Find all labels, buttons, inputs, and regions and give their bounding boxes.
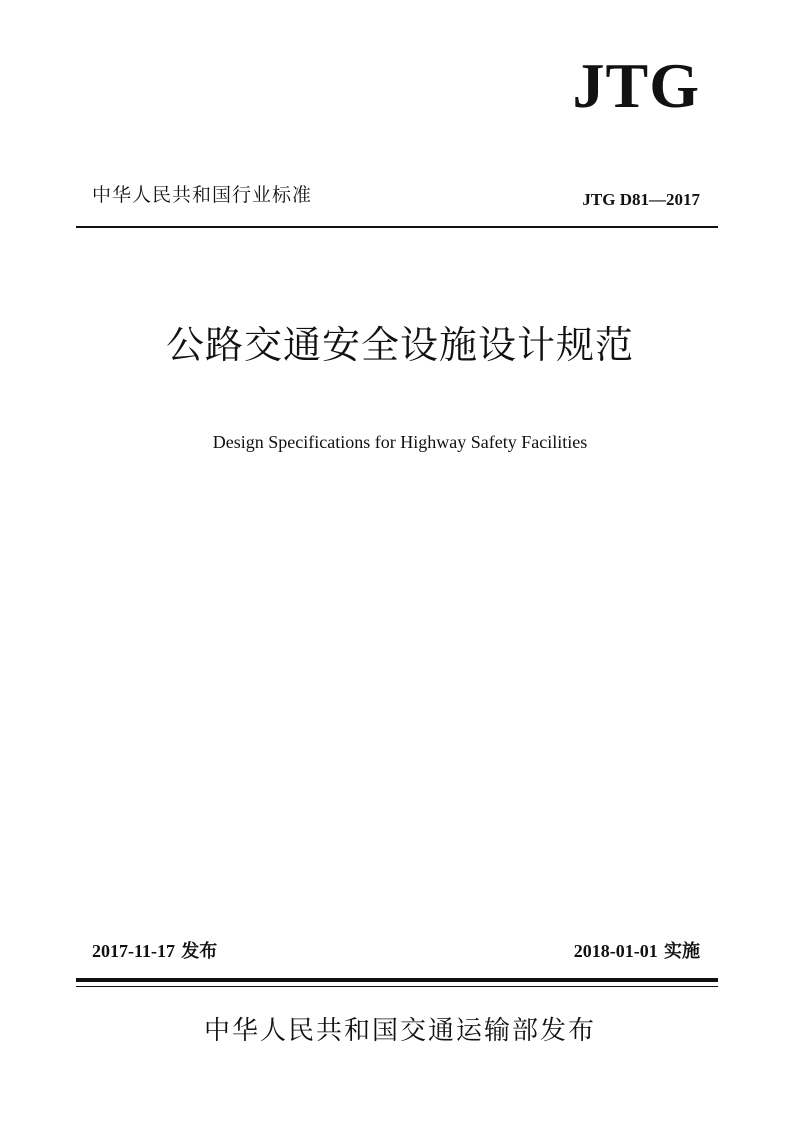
standard-code: JTG D81—2017 [582, 190, 700, 209]
issue-label: 发布 [181, 941, 218, 962]
standard-category: 中华人民共和国行业标准 [92, 184, 313, 206]
footer-divider-thick [76, 978, 718, 982]
effective-label: 实施 [664, 941, 700, 962]
footer-divider-thin [76, 986, 718, 987]
issue-date: 2017-11-17 [92, 941, 175, 961]
header-divider [76, 226, 718, 228]
document-title-chinese: 公路交通安全设施设计规范 [165, 323, 634, 367]
document-title-english: Design Specifications for Highway Safety Facilities [212, 432, 588, 452]
effective-date: 2018-01-01 [573, 941, 658, 961]
effective-date-block [574, 942, 700, 961]
issue-date-block [92, 942, 217, 961]
publisher: 中华人民共和国交通运输部发布 [203, 1016, 596, 1046]
jtg-logo: JTG [572, 50, 700, 121]
